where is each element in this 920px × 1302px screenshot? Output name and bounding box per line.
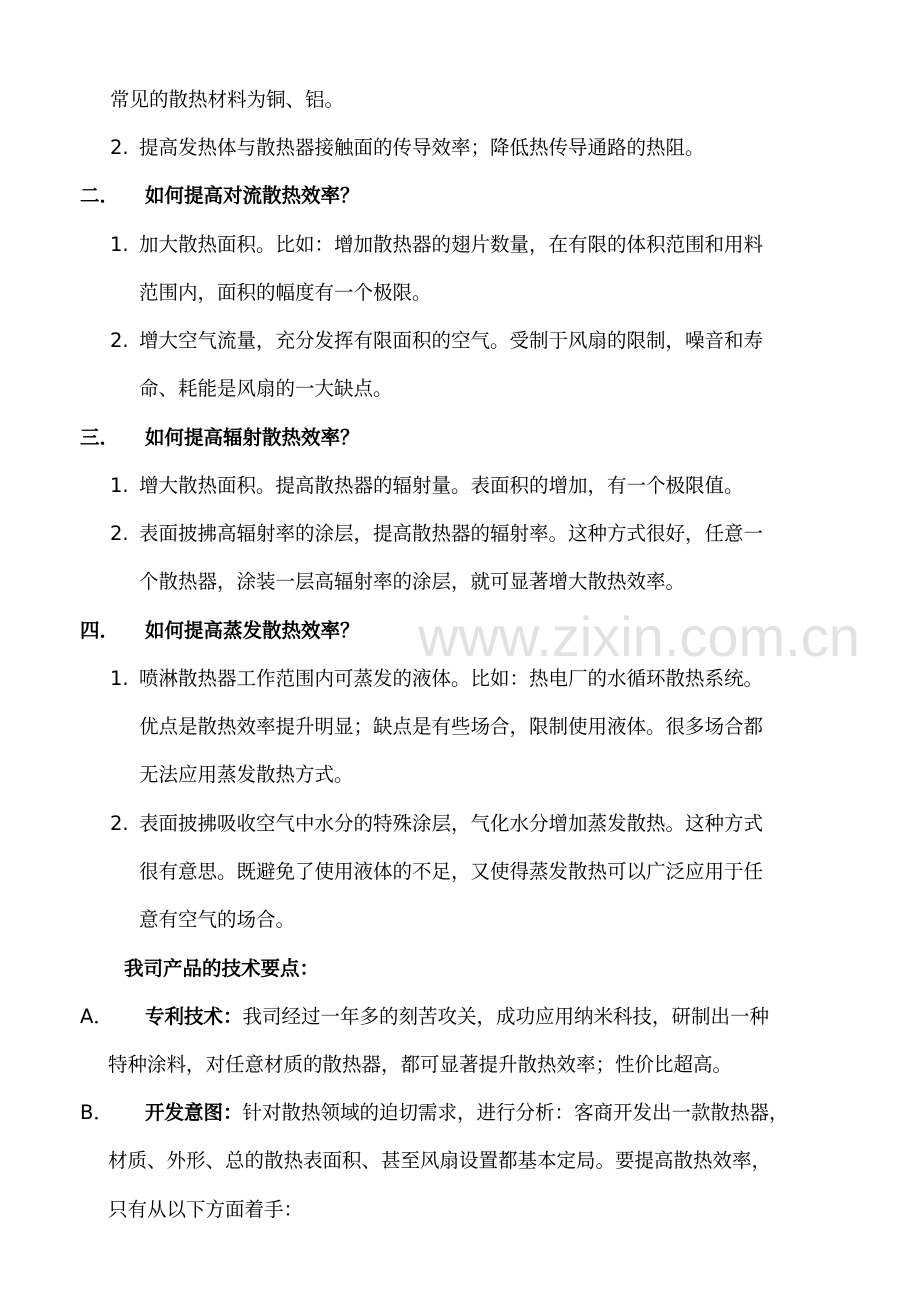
section-number: 二．	[80, 184, 120, 207]
paragraph-continuation: 只有从以下方面着手：	[108, 1198, 304, 1221]
list-item-continuation: 命、耗能是风扇的一大缺点。	[139, 377, 393, 400]
term-label: 开发意图：	[145, 1101, 243, 1124]
list-item: 增大散热面积。提高散热器的辐射量。表面积的增加，有一个极限值。	[139, 474, 744, 497]
paragraph-a-line	[145, 1003, 769, 1031]
list-item: 喷淋散热器工作范围内可蒸发的液体。比如：热电厂的水循环散热系统。	[139, 667, 764, 690]
paragraph-continuation: 材质、外形、总的散热表面积、甚至风扇设置都基本定局。要提高散热效率，	[108, 1149, 772, 1172]
paragraph-b-line	[145, 1099, 789, 1127]
list-item: 加大散热面积。比如：增加散热器的翅片数量，在有限的体积范围和用料	[139, 233, 764, 256]
list-item-continuation: 很有意思。既避免了使用液体的不足，又使得蒸发散热可以广泛应用于任	[139, 860, 764, 883]
list-number: 2.	[110, 522, 129, 545]
list-number: 1.	[110, 667, 129, 690]
list-item: 表面披拂吸收空气中水分的特殊涂层，气化水分增加蒸发散热。这种方式	[139, 812, 764, 835]
tech-points-title: 我司产品的技术要点：	[124, 957, 320, 980]
list-item-continuation: 无法应用蒸发散热方式。	[139, 763, 354, 786]
list-number: 1.	[110, 233, 129, 256]
list-item-continuation: 范围内，面积的幅度有一个极限。	[139, 281, 432, 304]
section-number: 四．	[80, 619, 120, 642]
text-line: 常见的散热材料为铜、铝。	[110, 88, 345, 111]
section-number: 三．	[80, 426, 120, 449]
list-number: 2.	[110, 329, 129, 352]
section-heading: 如何提高蒸发散热效率？	[145, 619, 360, 642]
section-heading: 如何提高对流散热效率？	[145, 184, 360, 207]
list-item-continuation: 优点是散热效率提升明显；缺点是有些场合，限制使用液体。很多场合都	[139, 715, 764, 738]
list-number: 2.	[110, 812, 129, 835]
paragraph-continuation: 特种涂料，对任意材质的散热器，都可显著提升散热效率；性价比超高。	[108, 1053, 733, 1076]
list-letter: A．	[80, 1005, 113, 1028]
list-item: 增大空气流量，充分发挥有限面积的空气。受制于风扇的限制，噪音和寿	[139, 329, 764, 352]
watermark: www.zixin.com.cn	[418, 605, 860, 668]
list-letter: B．	[80, 1101, 113, 1124]
section-heading: 如何提高辐射散热效率？	[145, 426, 360, 449]
list-item-continuation: 个散热器，涂装一层高辐射率的涂层，就可显著增大散热效率。	[139, 570, 686, 593]
list-item-continuation: 意有空气的场合。	[139, 908, 296, 931]
term-text: 我司经过一年多的刻苦攻关，成功应用纳米科技，研制出一种	[242, 1005, 770, 1028]
term-label: 专利技术：	[145, 1005, 243, 1028]
list-item: 提高发热体与散热器接触面的传导效率；降低热传导通路的热阻。	[139, 136, 705, 159]
term-text: 针对散热领域的迫切需求，进行分析：客商开发出一款散热器，	[242, 1101, 789, 1124]
list-number: 1.	[110, 474, 129, 497]
list-number: 2.	[110, 136, 129, 159]
list-item: 表面披拂高辐射率的涂层，提高散热器的辐射率。这种方式很好，任意一	[139, 522, 764, 545]
